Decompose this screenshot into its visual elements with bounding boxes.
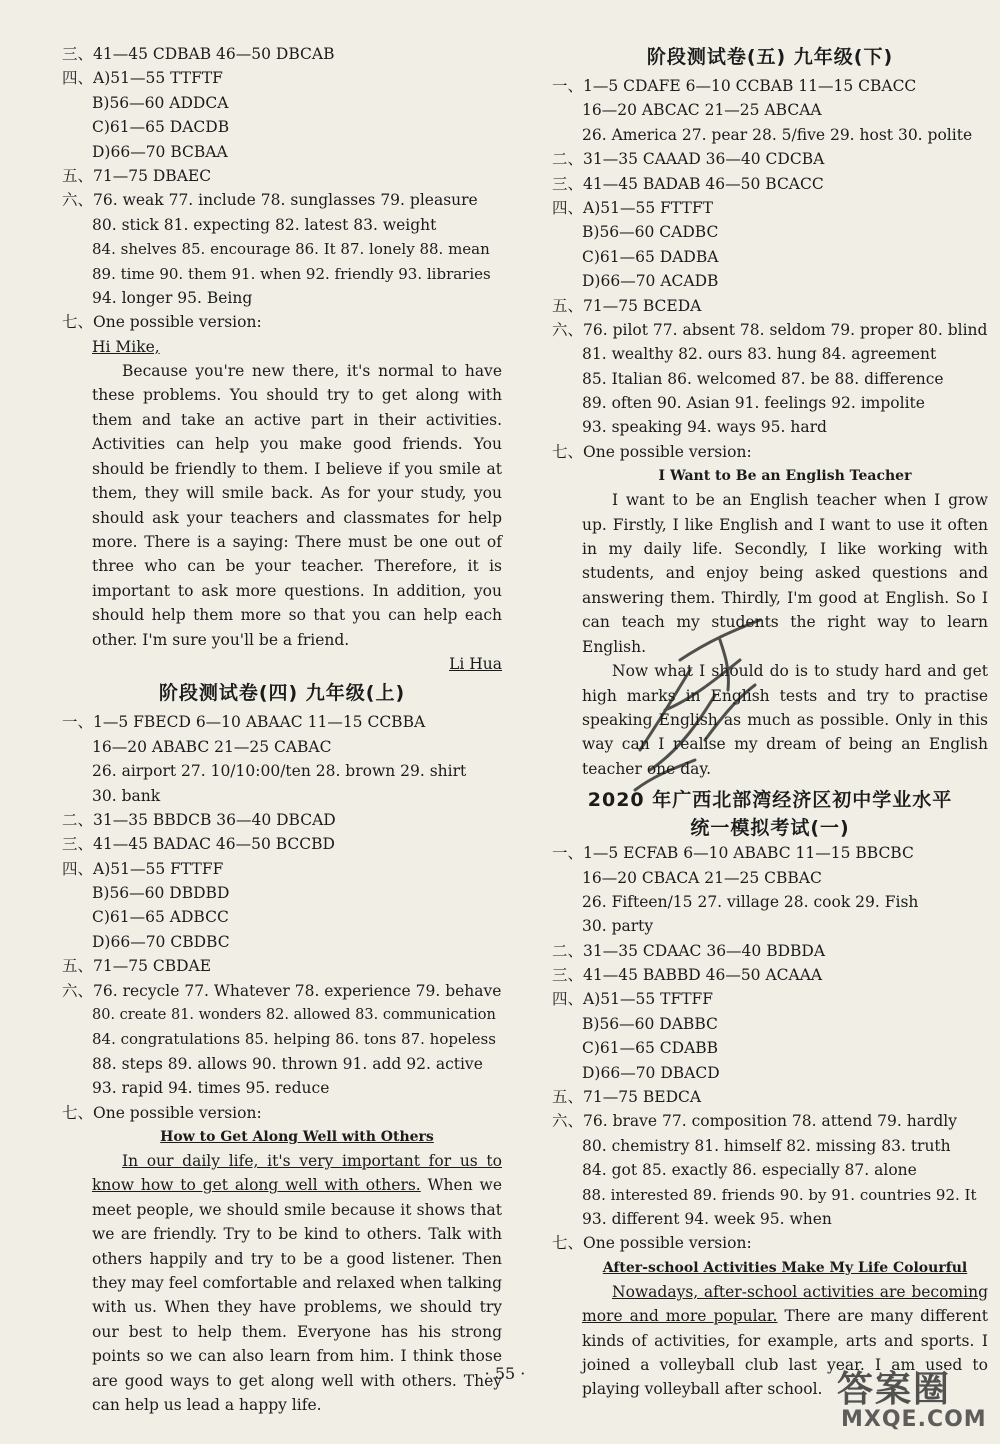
answer-line: 93. different 94. week 95. when <box>582 1209 832 1228</box>
answer-line: 三、41—45 BADAB 46—50 BCACC <box>552 174 824 193</box>
section-title-mock-exam-2: 统一模拟考试(一) <box>690 817 850 840</box>
answer-line: 七、One possible version: <box>62 313 262 332</box>
answer-line: C)61—65 CDABB <box>582 1039 719 1058</box>
answer-line: 26. Fifteen/15 27. village 28. cook 29. Fish <box>582 892 919 911</box>
letter-body: Because you're new there, it's normal to have these problems. You should try to get along with them and take an active part in their activities. Activities can help you make good friends. You should be friendly to them. I believe if you smile at them, they will smile back. As for your study, you should ask your teachers and classmates for help more. There is a saying: There must be one out of three who can be your teacher. Therefore, it is important to ask more questions. In addition, you should help them more so that you can help each other. I'm sure you'll be a friend. <box>92 362 502 649</box>
essay-title-left: How to Get Along Well with Others <box>160 1129 434 1145</box>
page-number: · 55 · <box>484 1364 526 1383</box>
section-title-test5: 阶段测试卷(五) 九年级(下) <box>646 46 894 68</box>
answer-line: 四、A)51—55 FTTFT <box>552 198 713 217</box>
essay-title-after-school: After-school Activities Make My Life Colourful <box>602 1259 968 1276</box>
answer-block-mock-exam <box>552 841 988 1256</box>
answer-line: 七、One possible version: <box>552 1234 752 1253</box>
answer-line: B)56—60 CADBC <box>582 223 719 242</box>
answer-line: 80. stick 81. expecting 82. latest 83. weight <box>92 215 437 234</box>
answer-line: 五、71—75 BEDCA <box>552 1088 702 1107</box>
answer-line: 二、31—35 CAAAD 36—40 CDCBA <box>552 150 825 169</box>
logo-url: MXQE.COM <box>841 1407 987 1432</box>
answer-line: 30. party <box>582 917 654 936</box>
answer-line: 六、76. recycle 77. Whatever 78. experience 79. behave <box>62 981 502 1000</box>
essay-paragraph-1: I want to be an English teacher when I grow up. Firstly, I like English and I want to use it often in my daily life. Secondly, I like working with students, and enjoy being asked questions and answering them. Thirdly, I'm good at English. So I can teach my students the right way to learn English. <box>582 491 988 656</box>
answer-line: 80. create 81. wonders 82. allowed 83. communication <box>92 1007 496 1024</box>
answer-line: 16—20 ABCAC 21—25 ABCAA <box>582 101 822 120</box>
answer-line: 93. speaking 94. ways 95. hard <box>582 418 827 437</box>
answer-line: 84. got 85. exactly 86. especially 87. alone <box>582 1161 917 1180</box>
answer-line: 四、A)51—55 TTFTF <box>62 69 223 88</box>
answer-line: 一、1—5 ECFAB 6—10 ABABC 11—15 BBCBC <box>552 844 914 863</box>
answer-line: B)56—60 ADDCA <box>92 93 229 112</box>
answer-line: 三、41—45 BABBD 46—50 ACAAA <box>552 966 823 985</box>
answer-block-test4 <box>62 710 502 1125</box>
essay-topic-sentence: In our daily life, it's very important for us to know how to get along well with others. <box>92 1152 502 1195</box>
answer-line: 二、31—35 CDAAC 36—40 BDBDA <box>552 941 826 960</box>
answer-line: 16—20 ABABC 21—25 CABAC <box>92 737 332 756</box>
answer-line: 六、76. weak 77. include 78. sunglasses 79. pleasure <box>62 191 478 210</box>
answer-line: B)56—60 DABBC <box>582 1014 718 1033</box>
section-title-mock-exam-1: 2020 年广西北部湾经济区初中学业水平 <box>587 789 953 812</box>
essay-topic-sentence-2: Nowadays, after-school activities are becoming more and more popular. <box>582 1282 988 1326</box>
answer-line: 六、76. pilot 77. absent 78. seldom 79. proper 80. blind <box>552 320 988 339</box>
answer-line: B)56—60 DBDBD <box>92 884 230 903</box>
left-column <box>62 42 502 1417</box>
answer-line: C)61—65 DADBA <box>582 247 719 266</box>
answer-line: 88. interested 89. friends 90. by 91. countries 92. It <box>582 1185 977 1204</box>
answer-line: 三、41—45 BADAC 46—50 BCCBD <box>62 835 335 854</box>
answer-line: 五、71—75 BCEDA <box>552 296 702 315</box>
answer-line: 四、A)51—55 TFTFF <box>552 990 714 1009</box>
logo-text: 答案圈 <box>837 1369 952 1410</box>
letter-signature: Li Hua <box>449 654 502 673</box>
answer-line: D)66—70 BCBAA <box>92 142 228 161</box>
answer-block-section3 <box>62 42 502 335</box>
answer-line: 五、71—75 DBAEC <box>62 166 212 185</box>
answer-line: C)61—65 ADBCC <box>92 908 229 927</box>
answer-line: 四、A)51—55 FTTFF <box>62 859 224 878</box>
answer-line: 五、71—75 CBDAE <box>62 957 212 976</box>
letter-greeting: Hi Mike, <box>92 337 160 356</box>
site-logo-watermark <box>825 1359 1000 1444</box>
answer-line: 94. longer 95. Being <box>92 288 253 307</box>
answer-line: 88. steps 89. allows 90. thrown 91. add 92. active <box>92 1054 483 1073</box>
answer-line: 80. chemistry 81. himself 82. missing 83. truth <box>582 1136 951 1155</box>
answer-line: 93. rapid 94. times 95. reduce <box>92 1079 330 1098</box>
answer-line: 六、76. brave 77. composition 78. attend 79. hardly <box>552 1112 958 1131</box>
answer-line: D)66—70 DBACD <box>582 1063 720 1082</box>
right-column <box>552 42 988 1402</box>
essay-title-english-teacher: I Want to Be an English Teacher <box>658 468 912 485</box>
section-title-test4: 阶段测试卷(四) 九年级(上) <box>158 682 406 705</box>
answer-line: 16—20 CBACA 21—25 CBBAC <box>582 868 822 887</box>
essay-body-text: When we meet people, we should smile because it shows that we are friendly. Try to be kind to others. Talk with others happily and try to be a good listener. Then they may feel comfortable and relaxed when talking with us. When they have problems, we should try our best to help them. Everyone has his strong points so we can also learn from him. I think those are good ways to get along well with others. They can help us lead a happy life. <box>92 1176 502 1415</box>
essay-body-left <box>62 1149 502 1417</box>
answer-line: 七、One possible version: <box>552 442 752 461</box>
answer-line: 三、41—45 CDBAB 46—50 DBCAB <box>62 45 335 63</box>
answer-line: 85. Italian 86. welcomed 87. be 88. difference <box>582 369 944 388</box>
answer-line: 30. bank <box>92 786 161 805</box>
answer-line: D)66—70 CBDBC <box>92 932 230 951</box>
answer-block-test5 <box>552 74 988 464</box>
essay-paragraph-2: Now what I should do is to study hard and get high marks in English tests and try to practise speaking English as much as possible. Only in this way can I realise my dream of being an English teacher one day. <box>582 662 988 778</box>
answer-line: 84. congratulations 85. helping 86. tons 87. hopeless <box>92 1030 496 1049</box>
answer-line: 26. America 27. pear 28. 5/five 29. host 30. polite <box>582 125 973 144</box>
answer-line: D)66—70 ACADB <box>582 272 719 291</box>
answer-line: 81. wealthy 82. ours 83. hung 84. agreement <box>582 345 937 364</box>
answer-line: 26. airport 27. 10/10:00/ten 28. brown 29. shirt <box>92 762 467 781</box>
essay-body-text-2: There are many different kinds of activities, for example, arts and sports. I joined a volleyball club last year. I am used to playing volleyball after school. <box>582 1307 988 1399</box>
answer-line: 84. shelves 85. encourage 86. It 87. lonely 88. mean <box>92 240 490 259</box>
answer-line: C)61—65 DACDB <box>92 118 230 137</box>
answer-line: 七、One possible version: <box>62 1103 262 1122</box>
answer-line: 一、1—5 FBECD 6—10 ABAAC 11—15 CCBBA <box>62 713 426 732</box>
answer-line: 89. time 90. them 91. when 92. friendly 93. libraries <box>92 264 491 283</box>
answer-line: 一、1—5 CDAFE 6—10 CCBAB 11—15 CBACC <box>552 77 917 95</box>
answer-line: 89. often 90. Asian 91. feelings 92. impolite <box>582 394 925 413</box>
answer-line: 二、31—35 BBDCB 36—40 DBCAD <box>62 810 336 829</box>
